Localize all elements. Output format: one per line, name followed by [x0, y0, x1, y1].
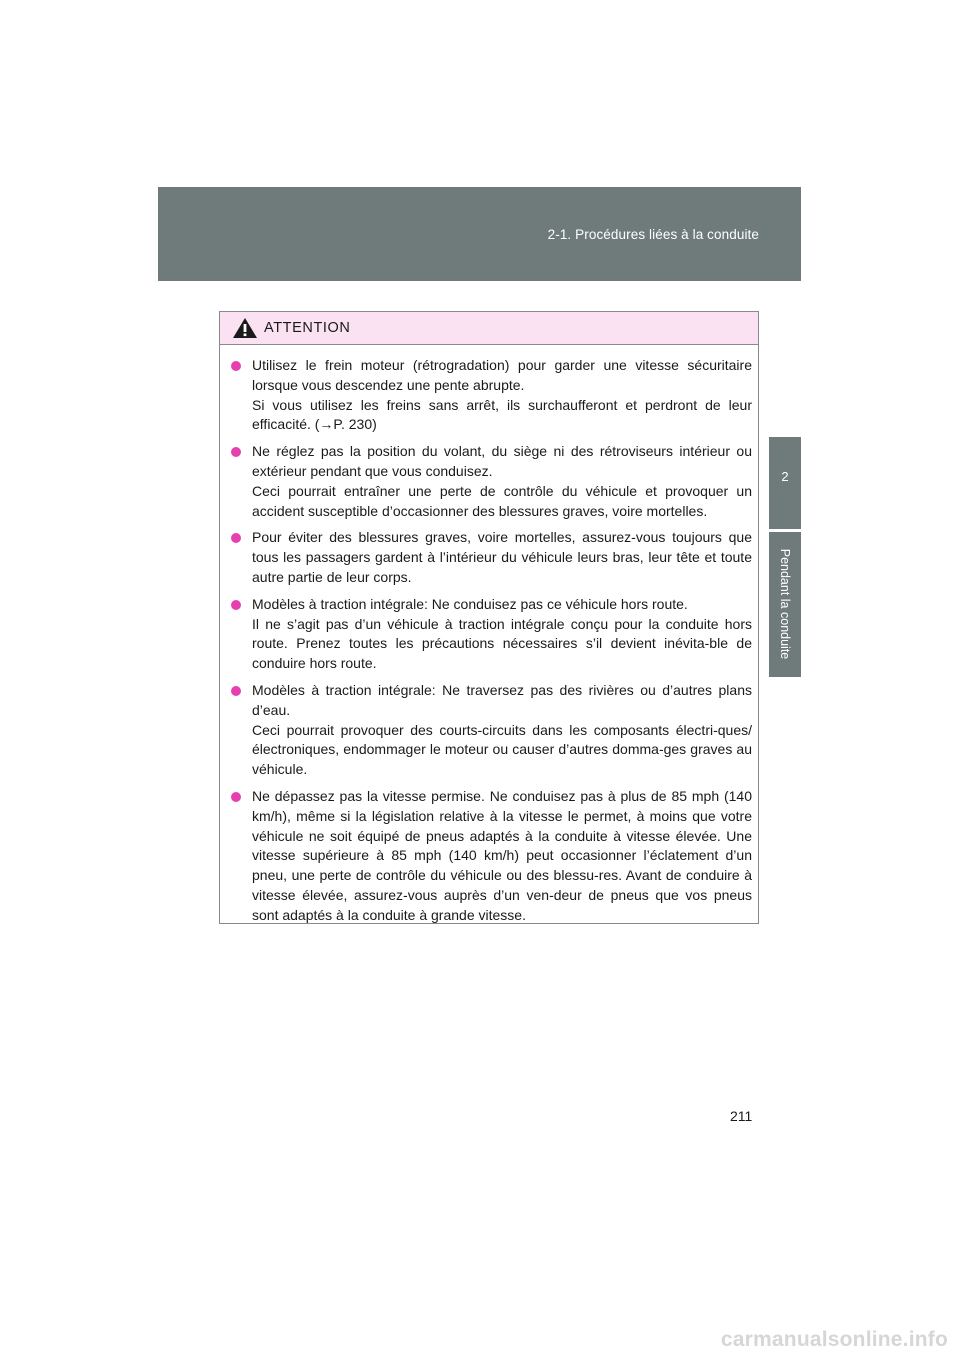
- section-header-band: [158, 187, 801, 281]
- warning-text: Ne dépassez pas la vitesse permise. Ne conduisez pas à plus de 85 mph (140 km/h), même si la législation relative à la vitesse le permet, à moins que votre véhicule ne soit équipé de pneus adaptés à la conduite à vitesse élevée. Une vitesse supérieure à 85 mph (140 km/h) peut occasionner l’éclatement d’un pneu, une perte de contrôle du véhicule ou des blessu-res. Avant de conduire à vitesse élevée, assurez-vous auprès d’un ven-deur de pneus que vos pneus sont adaptés à la conduite à grande vitesse.: [252, 787, 752, 923]
- warning-text: Ne réglez pas la position du volant, du siège ni des rétroviseurs intérieur ou extérieur pendant que vous conduisez.: [252, 443, 752, 479]
- bullet-icon: [231, 600, 241, 610]
- warning-item: [231, 595, 752, 674]
- warning-header: [220, 312, 758, 345]
- bullet-icon: [231, 447, 241, 457]
- watermark: carmanualsonline.info: [720, 1328, 948, 1351]
- chapter-tab-number: [769, 437, 801, 529]
- bullet-icon: [231, 792, 241, 802]
- warning-text: Pour éviter des blessures graves, voire mortelles, assurez-vous toujours que tous les passagers gardent à l’intérieur du véhicule leurs bras, leur tête et toute autre partie de leur corps.: [252, 529, 752, 585]
- warning-triangle-icon: [232, 317, 258, 339]
- chapter-tab-label: [769, 532, 801, 677]
- warning-title: ATTENTION: [264, 320, 351, 336]
- warning-item: [231, 528, 752, 587]
- bullet-icon: [231, 686, 241, 696]
- bullet-icon: [231, 361, 241, 371]
- warning-text: Il ne s’agit pas d’un véhicule à traction intégrale conçu pour la conduite hors route. Prenez toutes les précautions nécessaires s’il devient inévita-ble de conduire hors route.: [252, 615, 752, 672]
- warning-item: [231, 787, 752, 926]
- chapter-label: Pendant la conduite: [778, 548, 792, 660]
- warning-text: Ceci pourrait entraîner une perte de contrôle du véhicule et provoquer un accident susceptible d’occasionner des blessures graves, voire mortelles.: [252, 482, 752, 519]
- warning-text: Si vous utilisez les freins sans arrêt, ils surchaufferont et perdront de leur efficacité. (→P. 230): [252, 396, 752, 433]
- warning-text: Ceci pourrait provoquer des courts-circuits dans les composants électri-ques/électroniques, endommager le moteur ou causer d’autres domma-ges graves au véhicule.: [252, 721, 752, 778]
- section-title: 2-1. Procédures liées à la conduite: [547, 227, 759, 242]
- warning-text: Utilisez le frein moteur (rétrogradation) pour garder une vitesse sécuritaire lorsque vous descendez une pente abrupte.: [252, 357, 752, 393]
- warning-text: Modèles à traction intégrale: Ne traversez pas des rivières ou d’autres plans d’eau.: [252, 681, 752, 718]
- warning-text: Modèles à traction intégrale: Ne conduisez pas ce véhicule hors route.: [252, 595, 688, 612]
- chapter-number: 2: [781, 469, 789, 484]
- warning-list: [220, 345, 758, 926]
- warning-item: [231, 442, 752, 521]
- warning-item: [231, 681, 752, 780]
- bullet-icon: [231, 533, 241, 543]
- page-number: 211: [730, 1108, 753, 1124]
- warning-item: [231, 356, 752, 435]
- warning-box: [219, 311, 759, 924]
